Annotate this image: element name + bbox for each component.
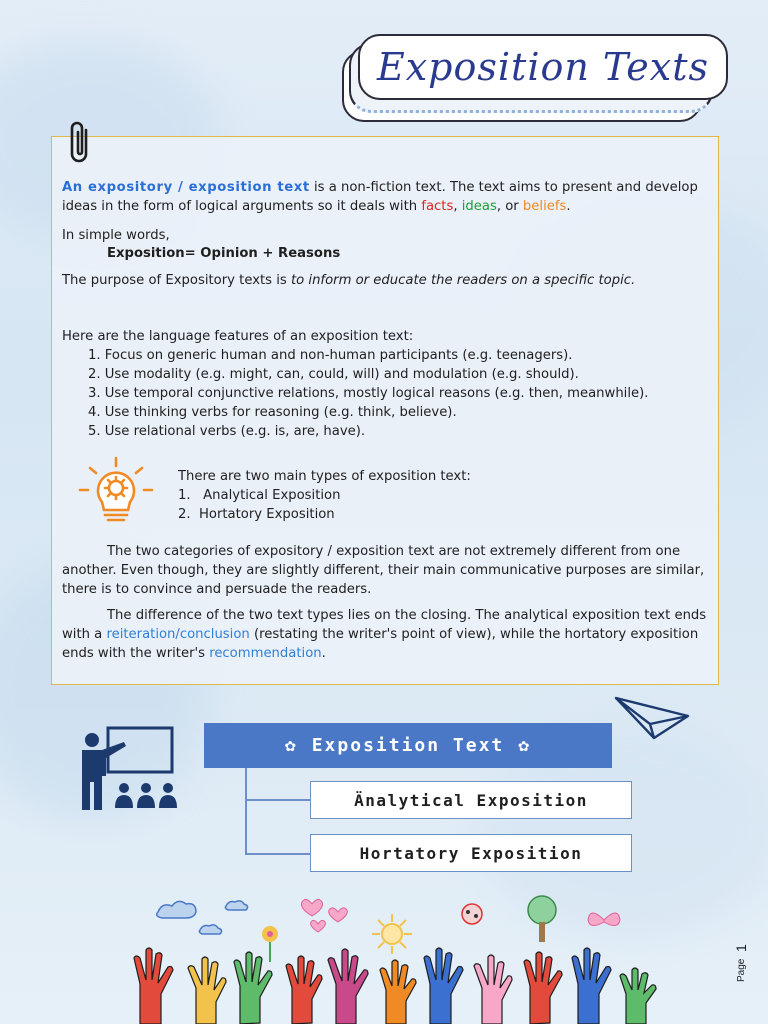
flower-icon: ✿ xyxy=(284,735,298,756)
type-item: 2. Hortatory Exposition xyxy=(178,507,335,522)
purpose-sentence: The purpose of Expository texts is to inform or educate the readers on a specific topic. xyxy=(62,273,636,288)
paper-plane-icon xyxy=(614,694,690,744)
ideas-word: ideas xyxy=(461,199,497,214)
diagram-header xyxy=(204,723,612,768)
hortatory-exposition-box: Hortatory Exposition xyxy=(310,834,632,872)
purpose-italic: to inform or educate the readers on a specific topic. xyxy=(290,273,636,288)
type-item: 1. Analytical Exposition xyxy=(178,488,341,503)
categories-paragraph: The two categories of expository / exposition text are not extremely different from one another. Even though, they are slightly different, their main communicative purposes are similar, there is to convince and persuade the readers. xyxy=(62,544,705,597)
term-highlight: An expository / exposition text xyxy=(62,180,310,195)
intro-paragraph: An expository / exposition text is a non-fiction text. The text aims to present and develop ideas in the form of logical arguments so it deals with facts, ideas, or beliefs. xyxy=(62,180,698,214)
simple-words-label: In simple words, xyxy=(62,228,170,243)
page-label: Page xyxy=(736,958,747,982)
flower-icon: ✿ xyxy=(518,735,532,756)
lightbulb-gear-icon xyxy=(76,456,156,528)
beliefs-word: beliefs xyxy=(522,199,567,214)
recommendation-highlight: recommendation xyxy=(209,646,322,661)
analytical-exposition-box: Änalytical Exposition xyxy=(310,781,632,819)
colorful-hands-decoration xyxy=(0,890,700,1024)
page-number-value: 1 xyxy=(733,944,749,952)
facts-word: facts xyxy=(421,199,454,214)
feature-item: 4. Use thinking verbs for reasoning (e.g. think, believe). xyxy=(88,405,457,420)
connector-line xyxy=(245,853,311,855)
types-lead: There are two main types of exposition text: xyxy=(178,469,471,484)
exposition-formula: Exposition= Opinion + Reasons xyxy=(107,246,341,261)
page-title-banner xyxy=(340,34,732,124)
connector-line xyxy=(245,799,311,801)
connector-line xyxy=(245,768,247,855)
feature-item: 5. Use relational verbs (e.g. is, are, have). xyxy=(88,424,366,439)
page-number xyxy=(728,940,752,984)
paperclip-icon xyxy=(66,120,94,168)
feature-item: 3. Use temporal conjunctive relations, mostly logical reasons (e.g. then, meanwhile). xyxy=(88,386,649,401)
page-title: Exposition Texts xyxy=(377,45,709,89)
reiteration-highlight: reiteration/conclusion xyxy=(106,627,250,642)
diagram-header-label: Exposition Text xyxy=(311,735,505,756)
teacher-presentation-icon xyxy=(78,726,186,812)
difference-paragraph: The difference of the two text types lies on the closing. The analytical exposition text ends with a reiteration/conclusion (restating the writer's point of view), while the hortatory exposition ends with the writer's recommendation. xyxy=(62,608,707,661)
feature-item: 1. Focus on generic human and non-human participants (e.g. teenagers). xyxy=(88,348,573,363)
features-lead: Here are the language features of an exposition text: xyxy=(62,329,414,344)
feature-item: 2. Use modality (e.g. might, can, could, will) and modulation (e.g. should). xyxy=(88,367,579,382)
